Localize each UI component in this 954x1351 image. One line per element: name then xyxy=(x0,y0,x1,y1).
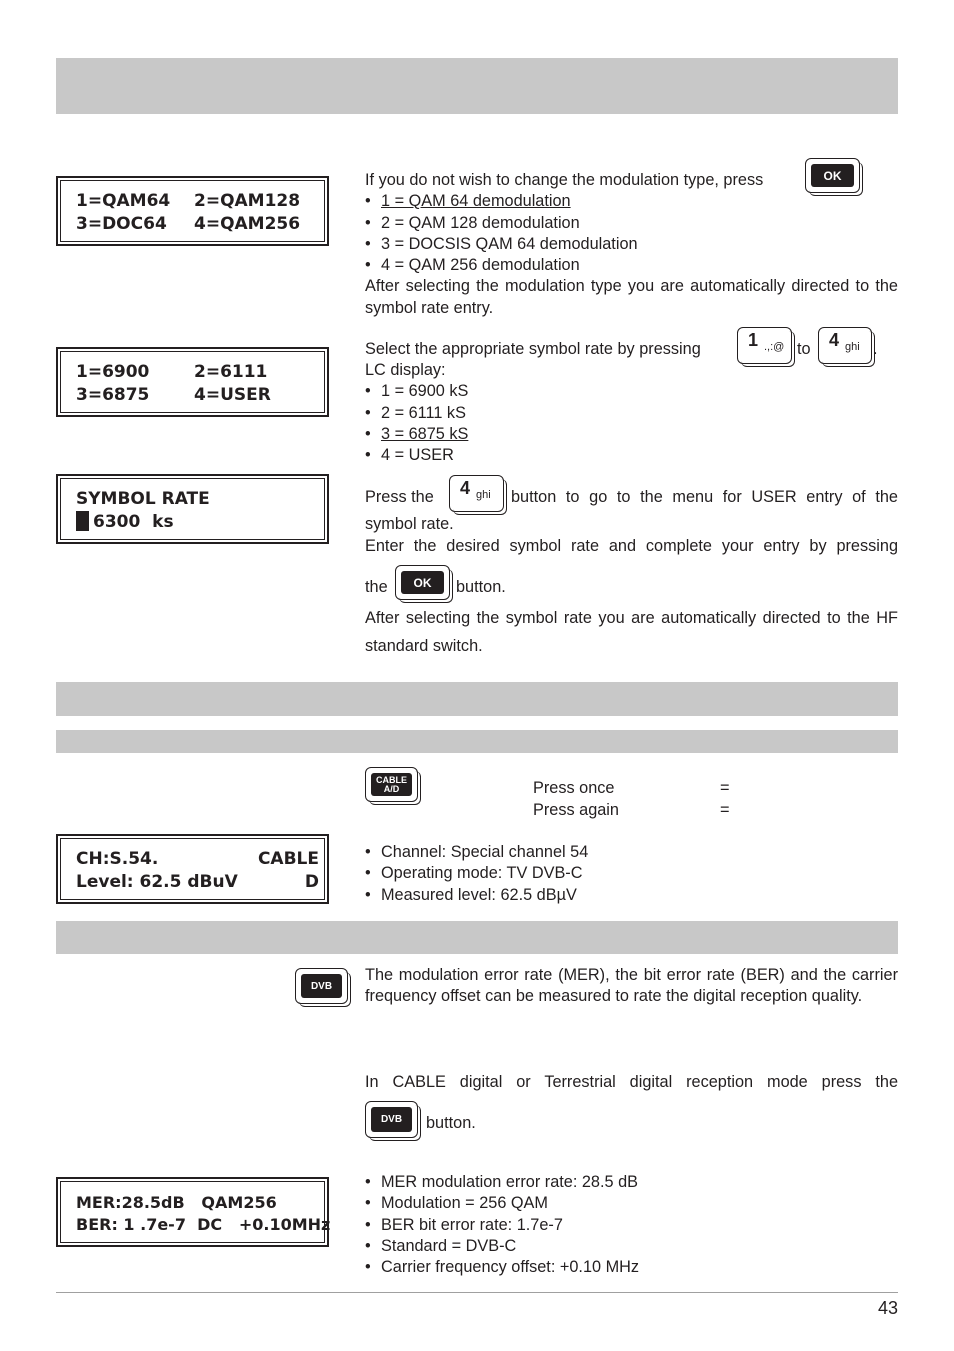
key-1-icon: 1 .,:@ xyxy=(737,327,792,364)
footer-divider xyxy=(56,1292,898,1293)
page-number: 43 xyxy=(877,1298,898,1318)
lcd-text: 3=DOC64 xyxy=(76,214,167,234)
lcd-symbol-rate xyxy=(56,347,329,417)
modulation-intro: If you do not wish to change the modulation type, press xyxy=(365,171,764,189)
lcd-user-entry xyxy=(56,474,329,544)
modulation-after: After selecting the modulation type you are automatically directed to the symbol rate entry. xyxy=(365,277,898,317)
lcd-text: 4=USER xyxy=(194,385,271,405)
lcd-text: MER:28.5dB QAM256 xyxy=(76,1193,277,1212)
lcd-modulation xyxy=(56,176,329,246)
press-the: Press the xyxy=(365,488,434,506)
list-item: 1 = 6900 kS xyxy=(381,382,469,401)
cable-ad-key-icon: CABLE A/D xyxy=(365,767,418,802)
list-item: 2 = 6111 kS xyxy=(381,403,466,422)
lcd-cable xyxy=(56,834,329,904)
eq-sign: = xyxy=(720,779,730,797)
lcd-text: 1=QAM64 xyxy=(76,191,171,211)
dvb-key-icon: DVB xyxy=(295,968,348,1004)
dvb-para2: In CABLE digital or Terrestrial digital reception mode press the xyxy=(365,1073,898,1091)
cursor-block xyxy=(76,511,89,531)
eq-sign: = xyxy=(720,801,730,819)
list-item: 4 = QAM 256 demodulation xyxy=(381,256,580,275)
lcd-text: BER: 1 .7e-7 DC +0.10MHz xyxy=(76,1215,331,1234)
symbol-rate-intro: Select the appropriate symbol rate by pressing xyxy=(365,340,701,358)
header-bar xyxy=(56,58,898,114)
dvb-button-text: button. xyxy=(426,1114,476,1132)
the-text: the xyxy=(365,578,388,596)
symbol-rate-list xyxy=(365,360,898,466)
lcd-text: Level: 62.5 dBuV xyxy=(76,872,238,892)
dvb-list xyxy=(365,1172,898,1278)
lcd-text: 3=6875 xyxy=(76,385,150,405)
dvb-key-icon: DVB xyxy=(365,1101,418,1138)
section-bar-1 xyxy=(56,682,898,716)
lcd-text: 2=6111 xyxy=(194,362,268,382)
list-item: 3 = 6875 kS xyxy=(381,424,469,443)
list-item: 4 = USER xyxy=(381,446,454,465)
list-item: Modulation = 256 QAM xyxy=(381,1194,548,1213)
dvb-para1: The modulation error rate (MER), the bit error rate (BER) and the carrier frequency offset can be measured to rate the digital reception quality. xyxy=(365,966,898,1006)
list-item: Carrier frequency offset: +0.10 MHz xyxy=(381,1258,640,1277)
user-entry-after: After selecting the symbol rate you are automatically directed to the HF standard switch. xyxy=(365,609,898,655)
lcd-text-line2: 6300 ks xyxy=(76,511,174,534)
lcd-text: D xyxy=(304,872,319,892)
list-item: Operating mode: TV DVB-C xyxy=(381,864,583,883)
key-4-icon: 4 ghi xyxy=(449,475,504,512)
list-item: 2 = QAM 128 demodulation xyxy=(381,213,580,232)
user-entry-rest1: button to go to the menu for USER entry of the xyxy=(511,488,898,506)
cable-list xyxy=(365,842,898,906)
section-bar-3 xyxy=(56,921,898,954)
user-entry-enter: Enter the desired symbol rate and complete your entry by pressing xyxy=(365,537,898,555)
to-text: to xyxy=(797,340,811,358)
list-item: MER modulation error rate: 28.5 dB xyxy=(381,1173,639,1191)
lcd-text: SYMBOL RATE xyxy=(76,489,210,509)
lcd-text: 1=6900 xyxy=(76,362,150,382)
press-once: Press once xyxy=(533,779,615,797)
lc-display-label: LC display: xyxy=(365,361,446,379)
list-item: 1 = QAM 64 demodulation xyxy=(381,192,571,211)
key-4-icon: 4 ghi xyxy=(818,327,872,364)
lcd-text: 4=QAM256 xyxy=(194,214,301,234)
list-item: Standard = DVB-C xyxy=(381,1236,517,1255)
lcd-dvb xyxy=(56,1177,329,1247)
period: . xyxy=(873,340,878,358)
lcd-text: CABLE xyxy=(257,849,319,869)
lcd-text: 2=QAM128 xyxy=(194,191,301,211)
ok-key-icon: OK xyxy=(395,565,450,600)
press-again: Press again xyxy=(533,801,619,819)
lcd-text: CH:S.54. xyxy=(76,849,159,869)
ok-key-icon: OK xyxy=(805,158,860,193)
section-bar-2 xyxy=(56,730,898,753)
list-item: Channel: Special channel 54 xyxy=(381,843,589,861)
user-entry-rest2: symbol rate. xyxy=(365,515,454,533)
button-text: button. xyxy=(456,578,506,596)
list-item: BER bit error rate: 1.7e-7 xyxy=(381,1215,563,1234)
list-item: Measured level: 62.5 dBµV xyxy=(381,885,577,904)
list-item: 3 = DOCSIS QAM 64 demodulation xyxy=(381,234,638,253)
